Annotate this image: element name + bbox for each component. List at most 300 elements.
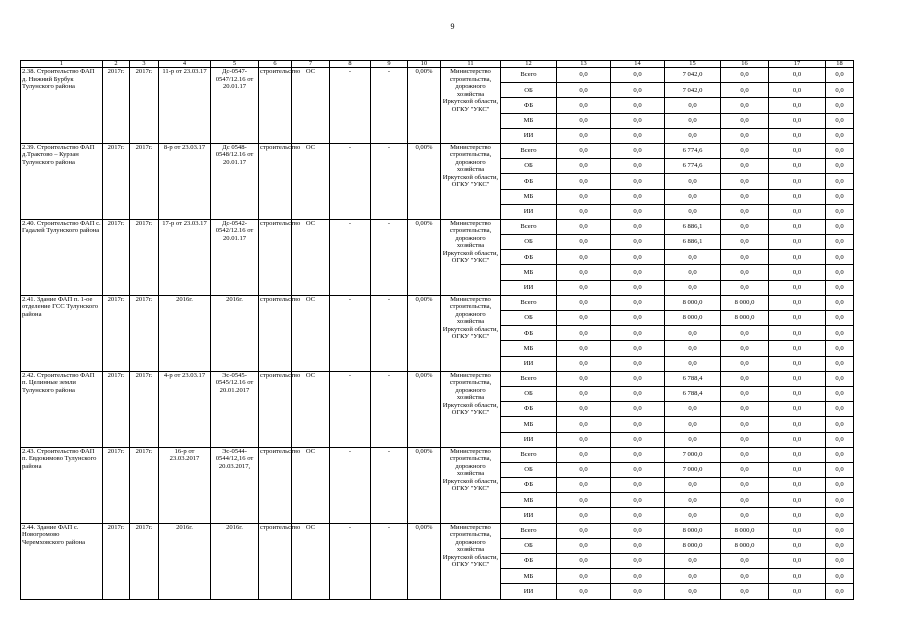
start-year: 2017г. [103, 219, 130, 295]
funding-source: ИИ [501, 508, 557, 523]
amount-cell: 0,0 [665, 341, 721, 356]
amount-cell: 0,0 [769, 265, 826, 280]
col-8-value: - [330, 68, 371, 144]
col-9-value: - [371, 447, 408, 523]
funding-source: ИИ [501, 356, 557, 371]
amount-cell: 8 000,0 [721, 538, 769, 553]
amount-cell: 0,0 [665, 250, 721, 265]
amount-cell: 0,0 [557, 523, 611, 538]
amount-cell: 0,0 [769, 174, 826, 189]
status-code: ОС [292, 219, 330, 295]
amount-cell: 0,0 [769, 569, 826, 584]
amount-cell: 0,0 [769, 417, 826, 432]
completion-percent: 0,00% [408, 523, 441, 599]
amount-cell: 0,0 [721, 280, 769, 295]
amount-cell: 0,0 [721, 189, 769, 204]
amount-cell: 0,0 [611, 356, 665, 371]
column-header-4: 4 [159, 61, 211, 68]
amount-cell: 0,0 [769, 432, 826, 447]
amount-cell: 0,0 [611, 508, 665, 523]
page-number: 9 [450, 22, 455, 31]
amount-cell: 0,0 [665, 584, 721, 599]
amount-cell: 0,0 [769, 523, 826, 538]
amount-cell: 7 000,0 [665, 462, 721, 477]
amount-cell: 0,0 [826, 83, 854, 98]
amount-cell: 0,0 [665, 554, 721, 569]
funding-source: ОБ [501, 311, 557, 326]
amount-cell: 0,0 [826, 432, 854, 447]
funding-source: ФБ [501, 554, 557, 569]
amount-cell: 0,0 [665, 402, 721, 417]
amount-cell: 0,0 [557, 280, 611, 295]
project-name: 2.42. Строительство ФАП п. Целинные земли Тулунского района [21, 371, 103, 447]
project-name: 2.39. Строительство ФАП д.Трактово – Курзан Тулунского района [21, 143, 103, 219]
col-8-value: - [330, 219, 371, 295]
amount-cell: 0,0 [721, 219, 769, 234]
amount-cell: 0,0 [721, 341, 769, 356]
amount-cell: 8 000,0 [665, 538, 721, 553]
amount-cell: 0,0 [557, 68, 611, 83]
column-header-2: 2 [103, 61, 130, 68]
status-code: ОС [292, 371, 330, 447]
funding-source: ФБ [501, 174, 557, 189]
project-name: 2.43. Строительство ФАП п. Евдокимово Тулунского района [21, 447, 103, 523]
project-name: 2.40. Строительство ФАП с. Гадалей Тулунского района [21, 219, 103, 295]
amount-cell: 0,0 [665, 280, 721, 295]
funding-source: ИИ [501, 584, 557, 599]
executor: Министерство строительства, дорожного хозяйства Иркутской области, ОГКУ "УКС" [441, 447, 501, 523]
amount-cell: 0,0 [826, 478, 854, 493]
amount-cell: 0,0 [721, 584, 769, 599]
amount-cell: 0,0 [611, 189, 665, 204]
amount-cell: 0,0 [611, 219, 665, 234]
column-header-7: 7 [292, 61, 330, 68]
amount-cell: 0,0 [721, 174, 769, 189]
completion-percent: 0,00% [408, 295, 441, 371]
order-ref: 4-р от 23.03.17 [159, 371, 211, 447]
start-year: 2017г. [103, 295, 130, 371]
work-type: строительство [259, 68, 292, 144]
table-row [21, 523, 854, 538]
project-name: 2.44. Здание ФАП с. Новогромово Черемховского района [21, 523, 103, 599]
amount-cell: 0,0 [769, 83, 826, 98]
end-year: 2017г. [130, 447, 159, 523]
amount-cell: 0,0 [769, 235, 826, 250]
amount-cell: 0,0 [769, 295, 826, 310]
amount-cell: 0,0 [721, 83, 769, 98]
amount-cell: 0,0 [611, 402, 665, 417]
amount-cell: 0,0 [611, 478, 665, 493]
amount-cell: 0,0 [826, 128, 854, 143]
col-8-value: - [330, 371, 371, 447]
amount-cell: 0,0 [557, 538, 611, 553]
amount-cell: 0,0 [611, 143, 665, 158]
work-type: строительство [259, 219, 292, 295]
amount-cell: 0,0 [826, 143, 854, 158]
amount-cell: 7 042,0 [665, 83, 721, 98]
amount-cell: 0,0 [557, 159, 611, 174]
amount-cell: 0,0 [557, 341, 611, 356]
amount-cell: 0,0 [557, 402, 611, 417]
amount-cell: 8 000,0 [721, 295, 769, 310]
column-header-8: 8 [330, 61, 371, 68]
executor: Министерство строительства, дорожного хозяйства Иркутской области, ОГКУ "УКС" [441, 143, 501, 219]
amount-cell: 0,0 [557, 128, 611, 143]
amount-cell: 0,0 [721, 128, 769, 143]
amount-cell: 0,0 [557, 554, 611, 569]
executor: Министерство строительства, дорожного хозяйства Иркутской области, ОГКУ "УКС" [441, 295, 501, 371]
table-body [21, 61, 854, 600]
amount-cell: 0,0 [611, 83, 665, 98]
amount-cell: 0,0 [826, 402, 854, 417]
amount-cell: 0,0 [721, 371, 769, 386]
amount-cell: 0,0 [826, 326, 854, 341]
amount-cell: 0,0 [557, 174, 611, 189]
funding-source: ОБ [501, 159, 557, 174]
funding-source: Всего [501, 68, 557, 83]
col-9-value: - [371, 523, 408, 599]
amount-cell: 0,0 [665, 569, 721, 584]
funding-source: ИИ [501, 128, 557, 143]
amount-cell: 0,0 [721, 417, 769, 432]
column-header-18: 18 [826, 61, 854, 68]
amount-cell: 0,0 [769, 113, 826, 128]
amount-cell: 0,0 [769, 98, 826, 113]
column-header-9: 9 [371, 61, 408, 68]
amount-cell: 0,0 [721, 235, 769, 250]
col-9-value: - [371, 371, 408, 447]
amount-cell: 6 774,6 [665, 143, 721, 158]
amount-cell: 0,0 [721, 113, 769, 128]
col-8-value: - [330, 447, 371, 523]
amount-cell: 0,0 [611, 280, 665, 295]
amount-cell: 0,0 [769, 143, 826, 158]
amount-cell: 6 774,6 [665, 159, 721, 174]
amount-cell: 0,0 [557, 265, 611, 280]
col-9-value: - [371, 295, 408, 371]
amount-cell: 0,0 [557, 447, 611, 462]
funding-source: ФБ [501, 98, 557, 113]
amount-cell: 0,0 [769, 371, 826, 386]
funding-source: МБ [501, 341, 557, 356]
order-ref: 16-р от 23.03.2017 [159, 447, 211, 523]
amount-cell: 0,0 [721, 143, 769, 158]
amount-cell: 0,0 [557, 493, 611, 508]
amount-cell: 0,0 [665, 98, 721, 113]
amount-cell: 0,0 [611, 159, 665, 174]
amount-cell: 0,0 [826, 493, 854, 508]
funding-source: ФБ [501, 250, 557, 265]
amount-cell: 0,0 [665, 493, 721, 508]
funding-source: Всего [501, 523, 557, 538]
document-ref: Дс-0542-0542/12.16 от 20.01.17 [211, 219, 259, 295]
amount-cell: 0,0 [826, 295, 854, 310]
amount-cell: 6 788,4 [665, 386, 721, 401]
amount-cell: 0,0 [557, 417, 611, 432]
amount-cell: 0,0 [557, 569, 611, 584]
document-ref: Дс 0548-0548/12.16 от 20.01.17 [211, 143, 259, 219]
amount-cell: 0,0 [557, 508, 611, 523]
completion-percent: 0,00% [408, 371, 441, 447]
start-year: 2017г. [103, 447, 130, 523]
funding-source: ИИ [501, 204, 557, 219]
amount-cell: 0,0 [769, 280, 826, 295]
amount-cell: 0,0 [721, 159, 769, 174]
amount-cell: 0,0 [826, 98, 854, 113]
amount-cell: 0,0 [826, 523, 854, 538]
document-ref: Эс-0544-0544/12,16 от 20.03.2017, [211, 447, 259, 523]
table-row [21, 371, 854, 386]
col-9-value: - [371, 68, 408, 144]
amount-cell: 0,0 [665, 265, 721, 280]
document-ref: 2016г. [211, 295, 259, 371]
document-ref: Дс-0547-0547/12.16 от 20.01.17 [211, 68, 259, 144]
status-code: ОС [292, 447, 330, 523]
amount-cell: 0,0 [611, 326, 665, 341]
funding-source: ИИ [501, 280, 557, 295]
col-8-value: - [330, 523, 371, 599]
funding-source: Всего [501, 143, 557, 158]
amount-cell: 0,0 [826, 235, 854, 250]
funding-source: ОБ [501, 462, 557, 477]
executor: Министерство строительства, дорожного хозяйства Иркутской области, ОГКУ "УКС" [441, 68, 501, 144]
amount-cell: 0,0 [721, 554, 769, 569]
amount-cell: 0,0 [611, 462, 665, 477]
amount-cell: 0,0 [721, 508, 769, 523]
amount-cell: 0,0 [721, 462, 769, 477]
amount-cell: 0,0 [557, 356, 611, 371]
amount-cell: 0,0 [769, 447, 826, 462]
work-type: строительство [259, 295, 292, 371]
amount-cell: 0,0 [611, 417, 665, 432]
funding-source: МБ [501, 493, 557, 508]
amount-cell: 0,0 [826, 265, 854, 280]
col-8-value: - [330, 143, 371, 219]
funding-source: Всего [501, 371, 557, 386]
funding-source: ОБ [501, 235, 557, 250]
amount-cell: 0,0 [769, 356, 826, 371]
amount-cell: 0,0 [826, 159, 854, 174]
amount-cell: 0,0 [769, 508, 826, 523]
amount-cell: 8 000,0 [665, 311, 721, 326]
amount-cell: 0,0 [826, 341, 854, 356]
amount-cell: 0,0 [665, 508, 721, 523]
amount-cell: 0,0 [611, 235, 665, 250]
header-row [21, 61, 854, 68]
amount-cell: 0,0 [557, 189, 611, 204]
amount-cell: 0,0 [769, 493, 826, 508]
funding-source: ОБ [501, 538, 557, 553]
amount-cell: 0,0 [557, 386, 611, 401]
col-9-value: - [371, 219, 408, 295]
amount-cell: 7 042,0 [665, 68, 721, 83]
amount-cell: 0,0 [769, 250, 826, 265]
completion-percent: 0,00% [408, 447, 441, 523]
amount-cell: 0,0 [769, 159, 826, 174]
amount-cell: 0,0 [769, 326, 826, 341]
projects-table [20, 60, 854, 600]
executor: Министерство строительства, дорожного хозяйства Иркутской области, ОГКУ "УКС" [441, 219, 501, 295]
amount-cell: 6 788,4 [665, 371, 721, 386]
amount-cell: 0,0 [769, 584, 826, 599]
amount-cell: 0,0 [557, 235, 611, 250]
project-name: 2.38. Строительство ФАП д. Нижний Бурбук Тулунского района [21, 68, 103, 144]
status-code: ОС [292, 143, 330, 219]
amount-cell: 0,0 [769, 386, 826, 401]
order-ref: 17-р от 23.03.17 [159, 219, 211, 295]
end-year: 2017г. [130, 68, 159, 144]
column-header-1: 1 [21, 61, 103, 68]
column-header-10: 10 [408, 61, 441, 68]
amount-cell: 0,0 [665, 432, 721, 447]
end-year: 2017г. [130, 219, 159, 295]
executor: Министерство строительства, дорожного хозяйства Иркутской области, ОГКУ "УКС" [441, 371, 501, 447]
amount-cell: 0,0 [611, 371, 665, 386]
amount-cell: 0,0 [721, 569, 769, 584]
amount-cell: 0,0 [826, 417, 854, 432]
amount-cell: 0,0 [769, 341, 826, 356]
amount-cell: 0,0 [721, 265, 769, 280]
start-year: 2017г. [103, 143, 130, 219]
start-year: 2017г. [103, 371, 130, 447]
column-header-5: 5 [211, 61, 259, 68]
funding-source: ФБ [501, 326, 557, 341]
amount-cell: 6 886,1 [665, 219, 721, 234]
end-year: 2017г. [130, 371, 159, 447]
amount-cell: 0,0 [826, 584, 854, 599]
column-header-12: 12 [501, 61, 557, 68]
funding-source: ИИ [501, 432, 557, 447]
end-year: 2017г. [130, 295, 159, 371]
amount-cell: 0,0 [721, 204, 769, 219]
funding-source: ФБ [501, 478, 557, 493]
amount-cell: 0,0 [721, 478, 769, 493]
amount-cell: 0,0 [826, 569, 854, 584]
amount-cell: 0,0 [557, 478, 611, 493]
amount-cell: 0,0 [611, 584, 665, 599]
amount-cell: 0,0 [665, 356, 721, 371]
amount-cell: 7 000,0 [665, 447, 721, 462]
amount-cell: 0,0 [721, 250, 769, 265]
amount-cell: 0,0 [826, 311, 854, 326]
amount-cell: 8 000,0 [665, 295, 721, 310]
executor: Министерство строительства, дорожного хозяйства Иркутской области, ОГКУ "УКС" [441, 523, 501, 599]
amount-cell: 0,0 [721, 68, 769, 83]
amount-cell: 0,0 [557, 295, 611, 310]
amount-cell: 0,0 [769, 402, 826, 417]
column-header-3: 3 [130, 61, 159, 68]
amount-cell: 0,0 [769, 462, 826, 477]
funding-source: ФБ [501, 402, 557, 417]
work-type: строительство [259, 523, 292, 599]
amount-cell: 0,0 [721, 386, 769, 401]
column-header-6: 6 [259, 61, 292, 68]
amount-cell: 0,0 [611, 569, 665, 584]
column-header-13: 13 [557, 61, 611, 68]
amount-cell: 0,0 [769, 189, 826, 204]
amount-cell: 0,0 [665, 128, 721, 143]
amount-cell: 0,0 [826, 174, 854, 189]
funding-source: Всего [501, 295, 557, 310]
amount-cell: 0,0 [557, 326, 611, 341]
amount-cell: 0,0 [769, 68, 826, 83]
amount-cell: 0,0 [721, 98, 769, 113]
amount-cell: 0,0 [611, 113, 665, 128]
funding-source: МБ [501, 265, 557, 280]
amount-cell: 6 886,1 [665, 235, 721, 250]
order-ref: 11-р от 23.03.17 [159, 68, 211, 144]
amount-cell: 0,0 [557, 432, 611, 447]
document-ref: Эс-0545-0545/12.16 от 20.01.2017 [211, 371, 259, 447]
table-row [21, 68, 854, 83]
amount-cell: 0,0 [826, 554, 854, 569]
amount-cell: 0,0 [826, 219, 854, 234]
amount-cell: 0,0 [611, 295, 665, 310]
amount-cell: 0,0 [665, 189, 721, 204]
table-row [21, 143, 854, 158]
table-row [21, 447, 854, 462]
amount-cell: 0,0 [769, 204, 826, 219]
amount-cell: 0,0 [557, 250, 611, 265]
amount-cell: 0,0 [665, 174, 721, 189]
amount-cell: 0,0 [611, 68, 665, 83]
amount-cell: 0,0 [721, 493, 769, 508]
amount-cell: 0,0 [826, 508, 854, 523]
amount-cell: 8 000,0 [665, 523, 721, 538]
amount-cell: 0,0 [611, 204, 665, 219]
amount-cell: 0,0 [826, 356, 854, 371]
col-8-value: - [330, 295, 371, 371]
amount-cell: 0,0 [611, 538, 665, 553]
amount-cell: 0,0 [557, 311, 611, 326]
amount-cell: 0,0 [826, 204, 854, 219]
project-name: 2.41. Здание ФАП п. 1-ое отделение ГСС Тулунского района [21, 295, 103, 371]
amount-cell: 0,0 [665, 113, 721, 128]
funding-source: Всего [501, 219, 557, 234]
amount-cell: 0,0 [769, 219, 826, 234]
amount-cell: 0,0 [826, 538, 854, 553]
column-header-16: 16 [721, 61, 769, 68]
col-9-value: - [371, 143, 408, 219]
amount-cell: 0,0 [611, 432, 665, 447]
order-ref: 2016г. [159, 523, 211, 599]
funding-source: Всего [501, 447, 557, 462]
order-ref: 8-р от 23.03.17 [159, 143, 211, 219]
amount-cell: 0,0 [557, 143, 611, 158]
amount-cell: 0,0 [826, 113, 854, 128]
table-row [21, 219, 854, 234]
amount-cell: 0,0 [826, 189, 854, 204]
funding-source: ОБ [501, 386, 557, 401]
amount-cell: 0,0 [826, 280, 854, 295]
amount-cell: 0,0 [611, 554, 665, 569]
amount-cell: 0,0 [557, 98, 611, 113]
amount-cell: 0,0 [557, 371, 611, 386]
funding-source: ОБ [501, 83, 557, 98]
order-ref: 2016г. [159, 295, 211, 371]
amount-cell: 0,0 [721, 432, 769, 447]
amount-cell: 0,0 [769, 478, 826, 493]
amount-cell: 0,0 [826, 386, 854, 401]
amount-cell: 0,0 [721, 402, 769, 417]
work-type: строительство [259, 447, 292, 523]
completion-percent: 0,00% [408, 143, 441, 219]
amount-cell: 0,0 [611, 341, 665, 356]
amount-cell: 0,0 [665, 478, 721, 493]
start-year: 2017г. [103, 68, 130, 144]
completion-percent: 0,00% [408, 219, 441, 295]
amount-cell: 0,0 [557, 83, 611, 98]
